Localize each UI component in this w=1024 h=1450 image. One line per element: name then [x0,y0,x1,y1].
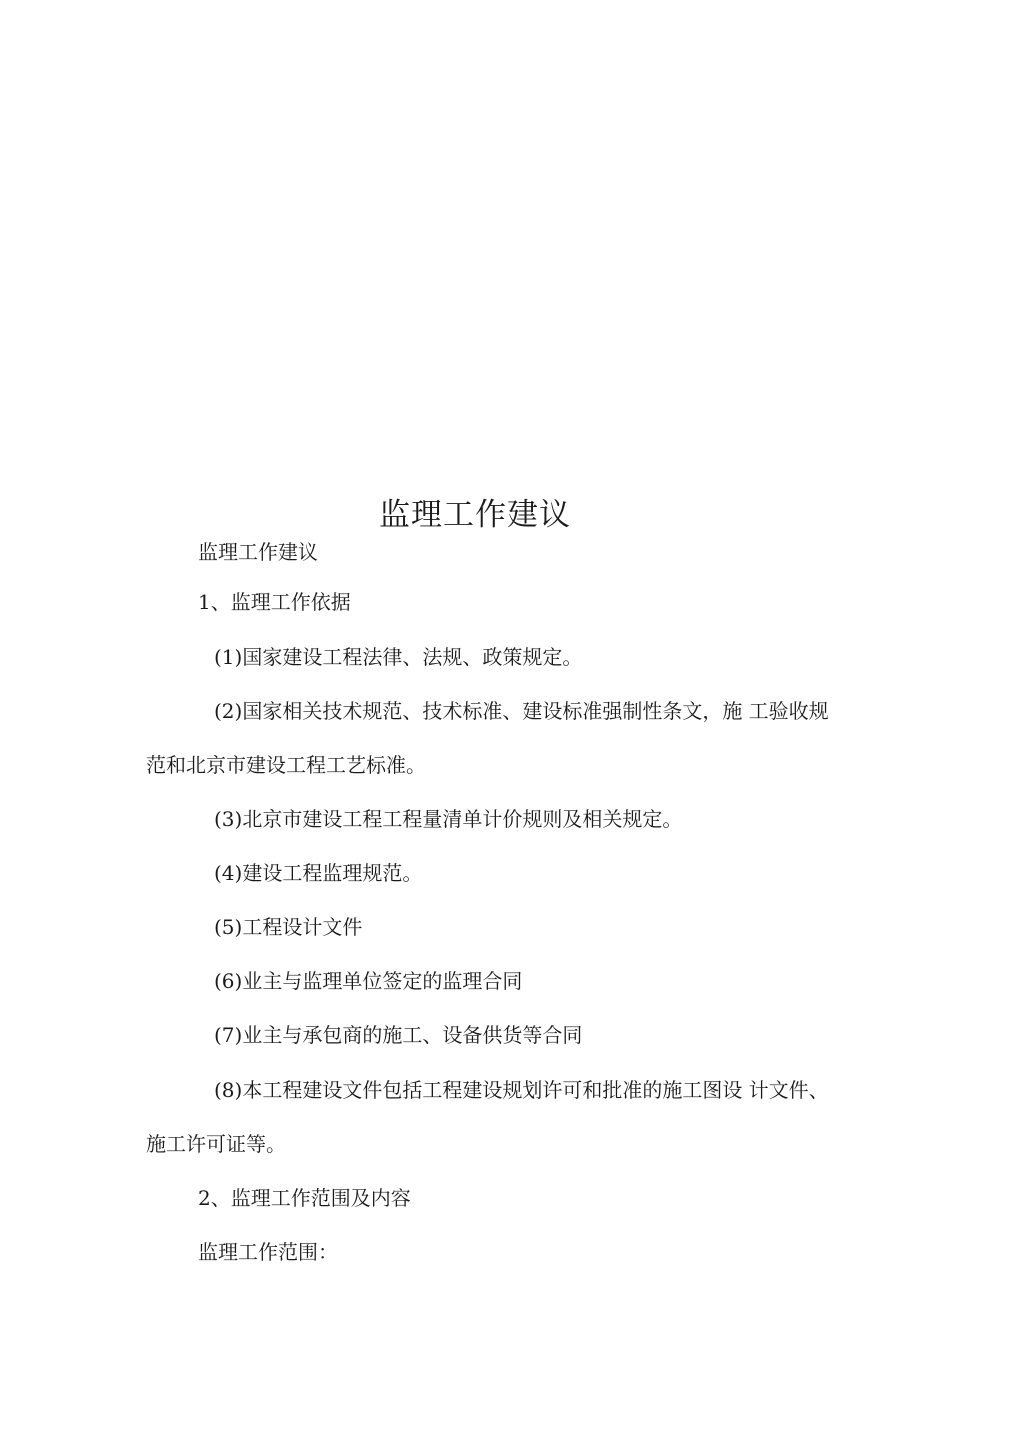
list-item: (4)建设工程监理规范。 [214,861,423,885]
list-item-continuation: 施工许可证等。 [146,1132,286,1156]
list-item: (8)本工程建设文件包括工程建设规划许可和批准的施工图设 计文件、 [214,1078,829,1102]
list-item: (5)工程设计文件 [214,915,363,939]
subtitle-line: 监理工作建议 [198,540,318,564]
section-heading-scope: 2、监理工作范围及内容 [198,1186,411,1210]
scope-label: 监理工作范围： [198,1240,338,1264]
list-item: (3)北京市建设工程工程量清单计价规则及相关规定。 [214,807,683,831]
list-item: (6)业主与监理单位签定的监理合同 [214,969,523,993]
list-item: (1)国家建设工程法律、法规、政策规定。 [214,645,583,669]
document-title: 监理工作建议 [379,497,571,533]
section-heading-basis: 1、监理工作依据 [198,590,351,614]
list-item: (2)国家相关技术规范、技术标准、建设标准强制性条文，施 工验收规 [214,699,829,723]
list-item-continuation: 范和北京市建设工程工艺标准。 [146,753,426,777]
list-item: (7)业主与承包商的施工、设备供货等合同 [214,1023,583,1047]
